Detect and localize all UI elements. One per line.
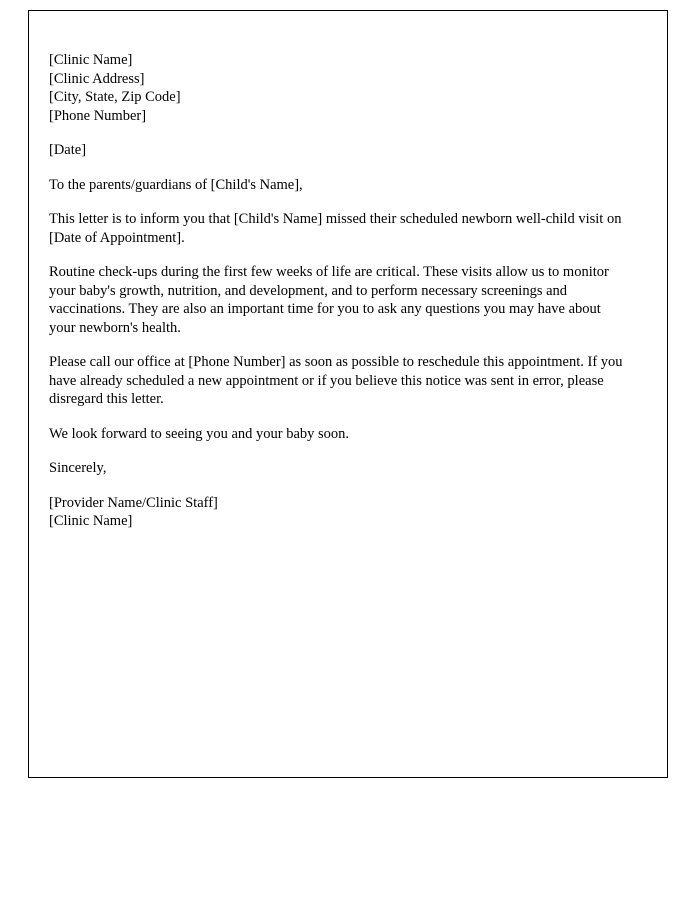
signature-block <box>49 494 623 531</box>
paragraph-missed-visit: This letter is to inform you that [Child's Name] missed their scheduled newborn well-child visit on [Date of Appointment]. <box>49 211 622 246</box>
provider-name-line: [Provider Name/Clinic Staff] <box>49 494 218 511</box>
closing-line: Sincerely, <box>49 460 107 476</box>
signature-clinic-name-line: [Clinic Name] <box>49 513 133 529</box>
paragraph-checkup-importance: Routine check-ups during the first few weeks of life are critical. These visits allow us to monitor your baby's growth, nutrition, and development, and to perform necessary screenings and vaccinations. They are also an important time for you to ask any questions you may have about your newborn's health. <box>49 264 609 336</box>
salutation-line: To the parents/guardians of [Child's Name], <box>49 176 303 193</box>
clinic-address-line: [Clinic Address] <box>49 70 145 87</box>
closing-block <box>49 459 623 478</box>
clinic-phone-line: [Phone Number] <box>49 107 147 124</box>
paragraph-reschedule-request: Please call our office at [Phone Number] as soon as possible to reschedule this appointment. If you have already scheduled a new appointment or if you believe this notice was sent in error, please disregard this letter. <box>49 354 623 407</box>
clinic-city-state-zip-line: [City, State, Zip Code] <box>49 89 181 105</box>
paragraph-look-forward: We look forward to seeing you and your baby soon. <box>49 425 350 442</box>
clinic-header-block <box>49 51 623 125</box>
letter-page <box>28 10 668 778</box>
clinic-name-line: [Clinic Name] <box>49 52 133 68</box>
date-block <box>49 141 623 160</box>
date-line: [Date] <box>49 142 87 158</box>
salutation-block <box>49 176 623 195</box>
